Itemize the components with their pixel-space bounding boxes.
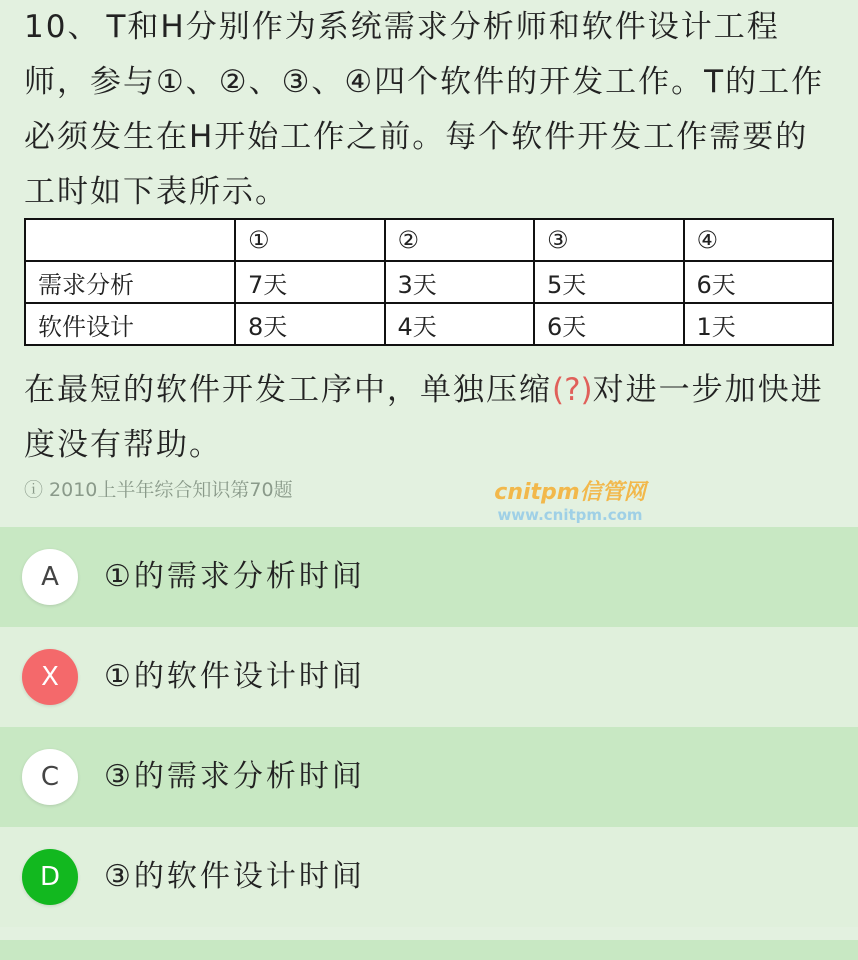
- option-a[interactable]: [0, 527, 858, 627]
- table-cell: 需求分析: [25, 261, 235, 303]
- question-text-continued: [24, 363, 834, 473]
- table-cell: 5天: [534, 261, 684, 303]
- watermark-url: www.cnitpm.com: [497, 506, 643, 524]
- option-b[interactable]: [0, 627, 858, 727]
- option-badge: A: [22, 549, 78, 605]
- option-label: ③的软件设计时间: [104, 859, 365, 894]
- table-cell: 4天: [385, 303, 535, 345]
- bottom-strip: [0, 940, 858, 960]
- question-text: [24, 0, 834, 220]
- option-label: ③的需求分析时间: [104, 759, 365, 794]
- option-label: ①的需求分析时间: [104, 559, 365, 594]
- table-header-row: [25, 219, 833, 261]
- question-source: ⓘ 2010上半年综合知识第70题: [24, 479, 293, 501]
- table-header-cell: ②: [385, 219, 535, 261]
- question-number: 10、: [24, 9, 101, 45]
- question-text-part2-before: 在最短的软件开发工序中，单独压缩: [24, 372, 552, 408]
- watermark-logo: cnitpm信管网: [494, 480, 646, 505]
- table-cell: 1天: [684, 303, 834, 345]
- watermark: [480, 480, 660, 524]
- table-row: [25, 261, 833, 303]
- table-cell: 3天: [385, 261, 535, 303]
- table-cell: 8天: [235, 303, 385, 345]
- table-cell: 7天: [235, 261, 385, 303]
- table-cell: 软件设计: [25, 303, 235, 345]
- table-header-cell: ①: [235, 219, 385, 261]
- work-hours-table: [24, 218, 834, 346]
- option-c[interactable]: [0, 727, 858, 827]
- option-badge-correct: D: [22, 849, 78, 905]
- table-row: [25, 303, 833, 345]
- table-cell: 6天: [534, 303, 684, 345]
- table-header-cell: ③: [534, 219, 684, 261]
- table-header-cell: [25, 219, 235, 261]
- table-header-cell: ④: [684, 219, 834, 261]
- answer-options: [0, 527, 858, 927]
- table-cell: 6天: [684, 261, 834, 303]
- option-d[interactable]: [0, 827, 858, 927]
- option-badge: C: [22, 749, 78, 805]
- option-badge-wrong: X: [22, 649, 78, 705]
- question-text-part2-after: 对进一步加快进度没有帮助。: [24, 372, 824, 463]
- question-text-part1: T和H分别作为系统需求分析师和软件设计工程师，参与①、②、③、④四个软件的开发工作。T的工作必须发生在H开始工作之前。每个软件开发工作需要的工时如下表所示。: [24, 9, 825, 210]
- option-label: ①的软件设计时间: [104, 659, 365, 694]
- answer-blank: (?): [552, 372, 593, 408]
